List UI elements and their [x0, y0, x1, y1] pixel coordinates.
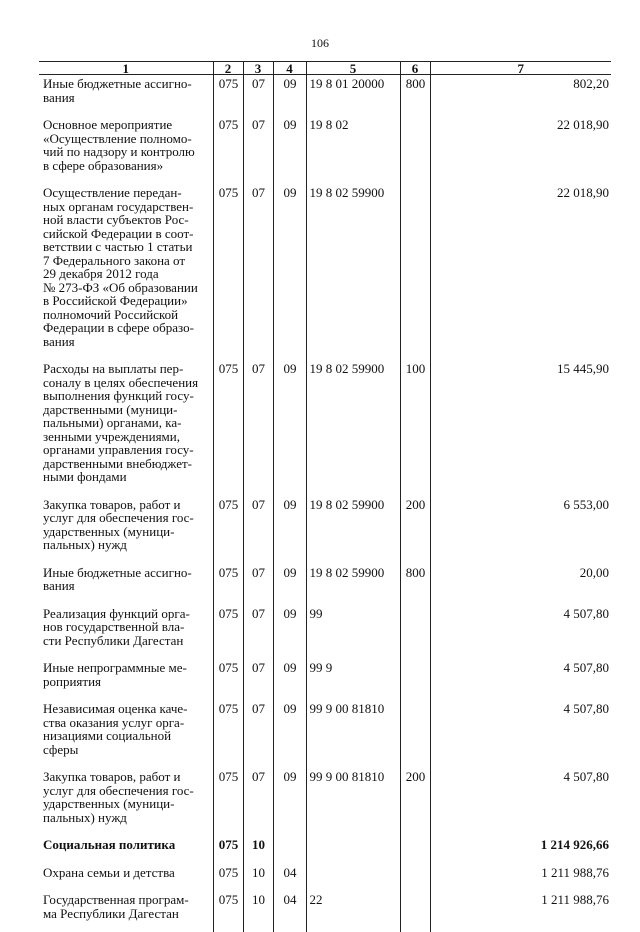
column-header-amount: 7: [430, 62, 611, 75]
column-header-subsection: 4: [273, 62, 306, 75]
row-code-cell: 075: [213, 605, 243, 660]
row-subsection-cell: 09: [273, 360, 306, 496]
row-target-cell: 19 8 02: [306, 116, 400, 184]
row-section-cell: 07: [243, 116, 273, 184]
row-expense-type-cell: [400, 836, 430, 864]
row-name-cell: Реализация функций орга- нов государственной вла- сти Республики Дагестан: [39, 605, 213, 660]
row-expense-type-cell: [400, 864, 430, 892]
row-subsection-cell: 04: [273, 891, 306, 932]
row-target-cell: 19 8 02 59900: [306, 360, 400, 496]
table-row: [39, 605, 611, 660]
row-subsection-cell: [273, 836, 306, 864]
row-section-cell: 07: [243, 496, 273, 564]
table-header-row: [39, 62, 611, 75]
row-code-cell: 075: [213, 659, 243, 700]
table-row: [39, 768, 611, 836]
row-amount-cell: 4 507,80: [430, 605, 611, 660]
row-code-cell: 075: [213, 836, 243, 864]
row-section-cell: 07: [243, 75, 273, 117]
row-code-cell: 075: [213, 360, 243, 496]
table-body: [39, 75, 611, 932]
row-target-cell: 19 8 02 59900: [306, 496, 400, 564]
row-expense-type-cell: [400, 891, 430, 932]
row-target-cell: 99 9 00 81810: [306, 700, 400, 768]
row-section-cell: 10: [243, 864, 273, 892]
row-code-cell: 075: [213, 768, 243, 836]
row-code-cell: 075: [213, 700, 243, 768]
row-subsection-cell: 09: [273, 184, 306, 360]
table-row: [39, 864, 611, 892]
row-amount-cell: 15 445,90: [430, 360, 611, 496]
row-target-cell: 19 8 02 59900: [306, 184, 400, 360]
row-target-cell: 99 9: [306, 659, 400, 700]
column-header-section: 3: [243, 62, 273, 75]
page-number: 106: [0, 36, 640, 51]
table-row: [39, 116, 611, 184]
row-amount-cell: 1 211 988,76: [430, 864, 611, 892]
row-subsection-cell: 09: [273, 75, 306, 117]
row-expense-type-cell: 100: [400, 360, 430, 496]
row-target-cell: 19 8 02 59900: [306, 564, 400, 605]
table-row: [39, 659, 611, 700]
row-section-cell: 07: [243, 564, 273, 605]
row-target-cell: 99 9 00 81810: [306, 768, 400, 836]
row-code-cell: 075: [213, 564, 243, 605]
row-target-cell: 19 8 01 20000: [306, 75, 400, 117]
row-name-cell: Закупка товаров, работ и услуг для обеспечения гос- ударственных (муници- пальных) нужд: [39, 496, 213, 564]
row-section-cell: 07: [243, 184, 273, 360]
row-subsection-cell: 09: [273, 700, 306, 768]
row-code-cell: 075: [213, 864, 243, 892]
row-amount-cell: 22 018,90: [430, 184, 611, 360]
row-amount-cell: 22 018,90: [430, 116, 611, 184]
row-expense-type-cell: [400, 700, 430, 768]
row-target-cell: 22: [306, 891, 400, 932]
row-target-cell: [306, 864, 400, 892]
row-code-cell: 075: [213, 116, 243, 184]
row-amount-cell: 4 507,80: [430, 768, 611, 836]
row-amount-cell: 6 553,00: [430, 496, 611, 564]
row-name-cell: Независимая оценка каче- ства оказания услуг орга- низациями социальной сферы: [39, 700, 213, 768]
row-expense-type-cell: [400, 184, 430, 360]
row-name-cell: Основное мероприятие «Осуществление полномо- чий по надзору и контролю в сфере образования»: [39, 116, 213, 184]
row-name-cell: Осуществление передан- ных органам государствен- ной власти субъектов Рос- сийской Федерации в соот- ветствии с частью 1 статьи 7 Федерального закона от 29 декабря 2012 года № 273-ФЗ «Об образовании в Российской Федерации» полномочий Российской Федерации в сфере образо- вания: [39, 184, 213, 360]
table-row: [39, 836, 611, 864]
row-section-cell: 10: [243, 891, 273, 932]
row-subsection-cell: 09: [273, 496, 306, 564]
row-name-cell: Государственная програм- ма Республики Дагестан: [39, 891, 213, 932]
row-amount-cell: 4 507,80: [430, 700, 611, 768]
row-section-cell: 07: [243, 768, 273, 836]
column-header-name: 1: [39, 62, 213, 75]
row-expense-type-cell: 800: [400, 564, 430, 605]
table-row: [39, 700, 611, 768]
budget-table: [39, 61, 611, 932]
table-row: [39, 496, 611, 564]
row-target-cell: [306, 836, 400, 864]
row-code-cell: 075: [213, 891, 243, 932]
table-row: [39, 891, 611, 932]
row-target-cell: 99: [306, 605, 400, 660]
row-expense-type-cell: 800: [400, 75, 430, 117]
row-expense-type-cell: 200: [400, 496, 430, 564]
table-row: [39, 360, 611, 496]
table-row: [39, 75, 611, 117]
row-name-cell: Социальная политика: [39, 836, 213, 864]
row-amount-cell: 802,20: [430, 75, 611, 117]
row-code-cell: 075: [213, 184, 243, 360]
row-name-cell: Расходы на выплаты пер- соналу в целях обеспечения выполнения функций госу- дарственными (муници- пальными) органами, ка- зенными учреждениями, органами управления госу- дарственными внебюджет- ными фондами: [39, 360, 213, 496]
row-code-cell: 075: [213, 496, 243, 564]
row-section-cell: 07: [243, 360, 273, 496]
row-name-cell: Охрана семьи и детства: [39, 864, 213, 892]
row-name-cell: Закупка товаров, работ и услуг для обеспечения гос- ударственных (муници- пальных) нужд: [39, 768, 213, 836]
row-name-cell: Иные непрограммные ме- роприятия: [39, 659, 213, 700]
row-subsection-cell: 09: [273, 605, 306, 660]
row-subsection-cell: 04: [273, 864, 306, 892]
row-subsection-cell: 09: [273, 116, 306, 184]
row-section-cell: 07: [243, 659, 273, 700]
row-expense-type-cell: [400, 605, 430, 660]
table-row: [39, 184, 611, 360]
row-section-cell: 07: [243, 700, 273, 768]
row-expense-type-cell: 200: [400, 768, 430, 836]
row-subsection-cell: 09: [273, 564, 306, 605]
row-code-cell: 075: [213, 75, 243, 117]
row-subsection-cell: 09: [273, 768, 306, 836]
row-amount-cell: 1 214 926,66: [430, 836, 611, 864]
row-name-cell: Иные бюджетные ассигно- вания: [39, 564, 213, 605]
row-section-cell: 07: [243, 605, 273, 660]
row-amount-cell: 4 507,80: [430, 659, 611, 700]
table-row: [39, 564, 611, 605]
row-amount-cell: 1 211 988,76: [430, 891, 611, 932]
row-expense-type-cell: [400, 116, 430, 184]
row-section-cell: 10: [243, 836, 273, 864]
column-header-target: 5: [306, 62, 400, 75]
row-amount-cell: 20,00: [430, 564, 611, 605]
row-expense-type-cell: [400, 659, 430, 700]
row-subsection-cell: 09: [273, 659, 306, 700]
column-header-expense-type: 6: [400, 62, 430, 75]
row-name-cell: Иные бюджетные ассигно- вания: [39, 75, 213, 117]
column-header-code: 2: [213, 62, 243, 75]
